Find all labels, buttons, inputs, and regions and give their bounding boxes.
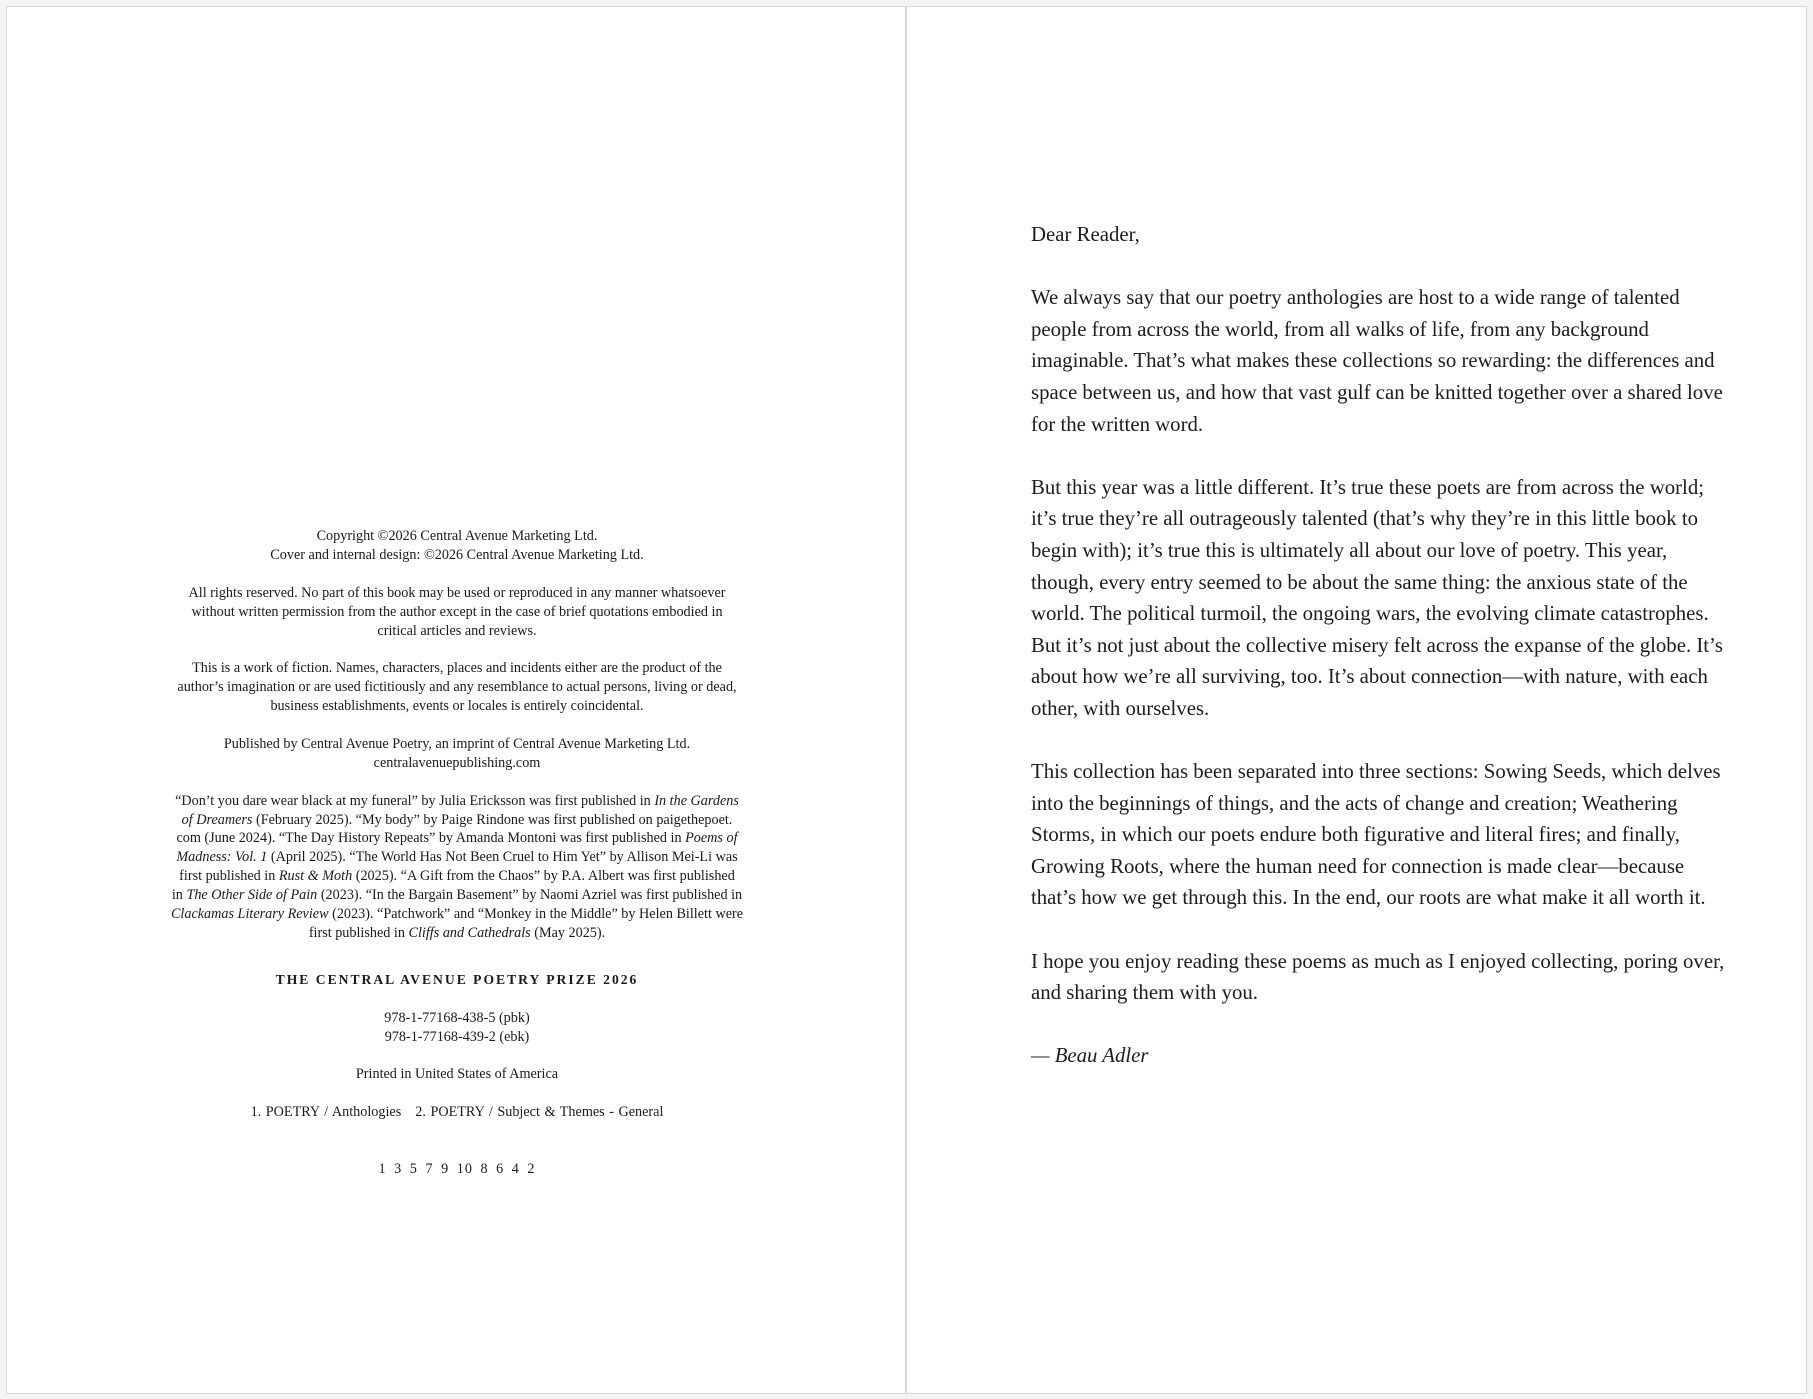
publisher-info xyxy=(137,735,777,773)
printed-in: Printed in United States of America xyxy=(355,1066,559,1083)
isbn-block xyxy=(137,1009,777,1047)
rights-line: critical articles and reviews. xyxy=(377,622,537,639)
rights-notice xyxy=(137,584,777,641)
copyright-block xyxy=(137,527,777,1198)
credit-publication-title: The Other Side of Pain xyxy=(186,887,318,904)
credit-publication-title: In the Gardens xyxy=(654,792,739,809)
fiction-line: business establishments, events or locales is entirely coincidental. xyxy=(270,698,644,715)
first-publication-credits xyxy=(137,792,777,943)
rights-line: All rights reserved. No part of this book may be used or reproduced in any manner whatsoever xyxy=(188,584,726,601)
prize-title: THE CENTRAL AVENUE POETRY PRIZE 2026 xyxy=(275,971,639,987)
salutation: Dear Reader, xyxy=(1031,223,1140,246)
credit-publication-title: of Dreamers xyxy=(181,811,253,828)
credit-text: com (June 2024). “The Day History Repeats” by Amanda Montoni was first published in xyxy=(176,830,686,847)
credit-text: (2023). “In the Bargain Basement” by Naomi Azriel was first published in xyxy=(317,887,743,904)
letter-paragraph: But this year was a little different. It’s true these poets are from across the world; it’s true they’re all outrageously talented (that’s why they’re in this little book to begin with); it’s true this is ultimately all about our love of poetry. This year, though, every entry seemed to be about the same thing: the anxious state of the world. The political turmoil, the ongoing wars, the evolving climate catastrophes. But it’s not just about the collective misery felt across the expanse of the globe. It’s about how we’re all surviving, too. It’s about connection—with nature, with each other, with ourselves. xyxy=(1031,475,1723,720)
letter-page xyxy=(906,6,1807,1394)
publisher-line: Published by Central Avenue Poetry, an imprint of Central Avenue Marketing Ltd. xyxy=(223,735,691,752)
credit-text: (February 2025). “My body” by Paige Rindone was first published on paigethepoet. xyxy=(252,811,733,828)
fiction-line: author’s imagination or are used fictitiously and any resemblance to actual persons, living or dead, xyxy=(177,679,737,696)
editor-letter xyxy=(1031,219,1731,1104)
copyright-notice xyxy=(137,527,777,565)
rights-line: without written permission from the author except in the case of brief quotations embodied in xyxy=(191,603,723,620)
credit-publication-title: Cliffs and Cathedrals xyxy=(408,924,531,941)
isbn-ebook: 978-1-77168-439-2 (ebk) xyxy=(384,1028,530,1045)
signature: — Beau Adler xyxy=(1031,1044,1149,1068)
fiction-line: This is a work of fiction. Names, characters, places and incidents either are the product of the xyxy=(192,660,722,677)
printing-line: 1 3 5 7 9 10 8 6 4 2 xyxy=(378,1161,536,1178)
design-copyright-line: Cover and internal design: ©2026 Central Avenue Marketing Ltd. xyxy=(270,546,644,563)
copyright-page xyxy=(6,6,906,1394)
credit-text: (April 2025). “The World Has Not Been Cruel to Him Yet” by Allison Mei-Li was xyxy=(267,849,738,866)
credit-text: first published in xyxy=(179,868,279,885)
publisher-website: centralavenuepublishing.com xyxy=(373,754,541,771)
credit-text: (2025). “A Gift from the Chaos” by P.A. Albert was first published xyxy=(352,868,735,885)
letter-paragraph: We always say that our poetry anthologies are host to a wide range of talented people from across the world, from all walks of life, from any background imaginable. That’s what makes these collections so rewarding: the differences and space between us, and how that vast gulf can be knitted together over a shared love for the written word. xyxy=(1031,286,1723,436)
letter-paragraph: This collection has been separated into three sections: Sowing Seeds, which delves into the beginnings of things, and the acts of change and creation; Weathering Storms, in which our poets endure both figurative and literal fires; and finally, Growing Roots, where the human need for connection is made clear—because that’s how we get through this. In the end, our roots are what make it all worth it. xyxy=(1031,760,1721,910)
subject-categories xyxy=(137,1103,777,1122)
fiction-disclaimer xyxy=(137,659,777,716)
credit-text: (2023). “Patchwork” and “Monkey in the Middle” by Helen Billett were xyxy=(328,906,744,923)
credit-text: (May 2025). xyxy=(530,924,606,941)
letter-paragraph: I hope you enjoy reading these poems as much as I enjoyed collecting, poring over, and sharing them with you. xyxy=(1031,949,1725,1005)
credit-publication-title: Rust & Moth xyxy=(278,868,353,885)
credit-publication-title: Madness: Vol. 1 xyxy=(176,849,268,866)
credit-text: in xyxy=(171,887,187,904)
subject-category: 2. POETRY / Subject & Themes - General xyxy=(415,1104,664,1121)
credit-text: first published in xyxy=(308,924,409,941)
credit-publication-title: Clackamas Literary Review xyxy=(170,906,329,923)
copyright-line: Copyright ©2026 Central Avenue Marketing Ltd. xyxy=(316,528,598,544)
credit-publication-title: Poems of xyxy=(685,830,738,847)
isbn-paperback: 978-1-77168-438-5 (pbk) xyxy=(384,1009,530,1026)
subject-category: 1. POETRY / Anthologies xyxy=(250,1104,402,1121)
credit-text: “Don’t you dare wear black at my funeral” by Julia Ericksson was first published in xyxy=(175,792,655,809)
